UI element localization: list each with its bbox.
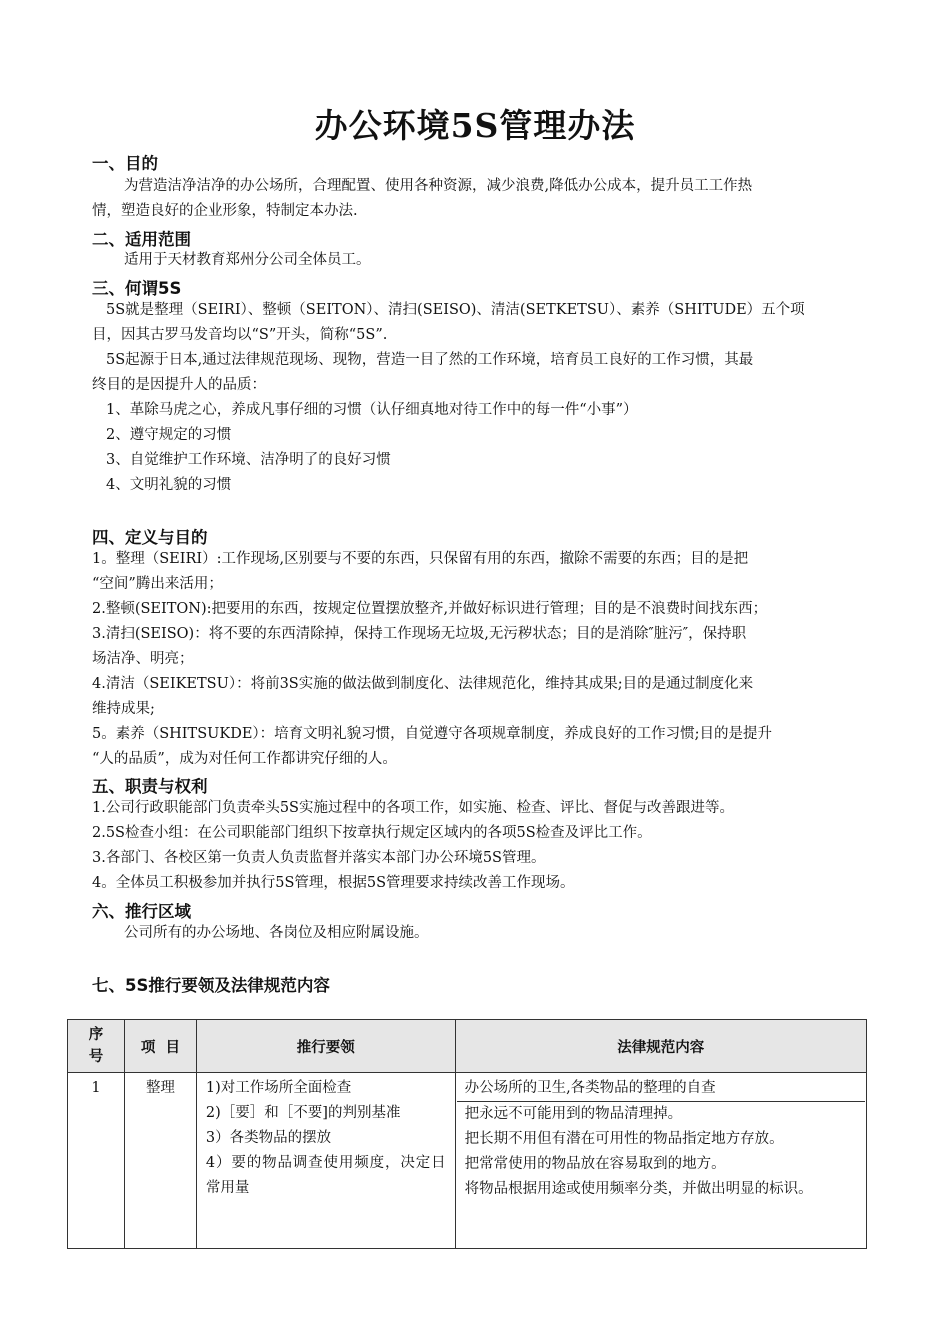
responsibility-item: 2.5S检查小组：在公司职能部门组织下按章执行规定区域内的各项5S检查及评比工作。 [92, 825, 652, 841]
norm-line: 办公场所的卫生,各类物品的整理的自查 [457, 1076, 865, 1102]
table-row [68, 1073, 867, 1249]
row-item: 整理 [145, 1080, 175, 1096]
definition-line: 1。整理（SEIRI）:工作现场,区别要与不要的东西，只保留有用的东西，撤除不需要的东西；目的是把 [92, 551, 749, 567]
what-is-5s-p1-line1: 5S就是整理（SEIRI）、整顿（SEITON）、清扫(SEISO)、清洁(SETKETSU）、素养（SHITUDE）五个项 [106, 302, 805, 318]
header-norms: 法律规范内容 [455, 1020, 866, 1073]
header-steps: 推行要领 [196, 1020, 455, 1073]
what-is-5s-p2-line1: 5S起源于日本,通过法律规范现场、现物，营造一目了然的工作环境，培育员工良好的工作习惯，其最 [106, 352, 754, 368]
norm-line: 把常常使用的物品放在容易取到的地方。 [464, 1156, 726, 1172]
table-header-row [68, 1020, 867, 1073]
definition-line: 2.整顿(SEITON):把要用的东西，按规定位置摆放整齐,并做好标识进行管理；目的是不浪费时间找东西； [92, 601, 768, 617]
section-heading-purpose: 一、目的 [92, 154, 158, 173]
definition-line: 5。素养（SHITSUKDE）：培育文明礼貌习惯，自觉遵守各项规章制度，养成良好的工作习惯;目的是提升 [92, 726, 773, 742]
step-line: 3）各类物品的摆放 [205, 1130, 332, 1146]
what-is-5s-p1-line2: 目，因其古罗马发音均以“S”开头，简称“5S”. [92, 327, 388, 343]
section-heading-5s-essentials: 七、5S推行要领及法律规范内容 [92, 976, 330, 995]
definition-line: 场洁净、明亮； [92, 651, 194, 667]
row-norms [457, 1074, 865, 1204]
header-item: 项 目 [124, 1020, 196, 1073]
definition-line: “空间”腾出来活用； [92, 576, 223, 592]
responsibility-item: 3.各部门、各校区第一负责人负责监督并落实本部门办公环境5S管理。 [92, 850, 546, 866]
norm-line: 把长期不用但有潜在可用性的物品指定地方存放。 [464, 1131, 784, 1147]
row-no: 1 [91, 1080, 101, 1096]
header-no: 序号 [68, 1020, 125, 1073]
habit-item: 1、革除马虎之心，养成凡事仔细的习惯（认仔细真地对待工作中的每一件“小事”） [106, 402, 638, 418]
purpose-text-line2: 情，塑造良好的企业形象，特制定本办法. [92, 203, 358, 219]
5s-essentials-table [67, 1019, 867, 1249]
section-heading-responsibilities: 五、职责与权利 [92, 777, 208, 796]
definition-line: 维持成果; [92, 701, 155, 717]
definition-line: 3.清扫(SEISO)：将不要的东西清除掉，保持工作现场无垃圾,无污秽状态；目的是消除″脏污″，保持职 [92, 626, 747, 642]
section-heading-what-is-5s: 三、何谓5S [92, 279, 182, 298]
step-line: 4）要的物品调查使用频度，决定日常用量 [205, 1155, 446, 1196]
habit-item: 4、文明礼貌的习惯 [106, 477, 232, 493]
step-line: 2)［要］和［不要]的判别基准 [205, 1105, 401, 1121]
habit-item: 2、遵守规定的习惯 [106, 427, 232, 443]
scope-text: 适用于天材教育郑州分公司全体员工。 [124, 252, 371, 268]
definition-line: “人的品质”，成为对任何工作都讲究仔细的人。 [92, 751, 397, 767]
responsibility-item: 4。全体员工积极参加并执行5S管理，根据5S管理要求持续改善工作现场。 [92, 875, 575, 891]
norm-line: 把永远不可能用到的物品清理掉。 [464, 1106, 683, 1122]
responsibility-item: 1.公司行政职能部门负责牵头5S实施过程中的各项工作，如实施、检查、评比、督促与改善跟进等。 [92, 800, 734, 816]
document-title: 办公环境5S管理办法 [314, 106, 636, 145]
area-text: 公司所有的办公场地、各岗位及相应附属设施。 [124, 925, 429, 941]
habit-item: 3、自觉维护工作环境、洁净明了的良好习惯 [106, 452, 391, 468]
purpose-text-line1: 为营造洁净洁净的办公场所，合理配置、使用各种资源，减少浪费,降低办公成本，提升员工工作热 [124, 178, 753, 194]
definition-line: 4.清洁（SEIKETSU）：将前3S实施的做法做到制度化、法律规范化，维持其成果;目的是通过制度化来 [92, 676, 754, 692]
what-is-5s-p2-line2: 终目的是因提升人的品质： [92, 377, 266, 393]
step-line: 1)对工作场所全面检查 [205, 1080, 352, 1096]
section-heading-scope: 二、适用范围 [92, 230, 191, 249]
section-heading-definitions: 四、定义与目的 [92, 528, 208, 547]
row-steps [198, 1074, 454, 1203]
norm-line: 将物品根据用途或使用频率分类，并做出明显的标识。 [464, 1181, 813, 1197]
section-heading-area: 六、推行区域 [92, 902, 191, 921]
